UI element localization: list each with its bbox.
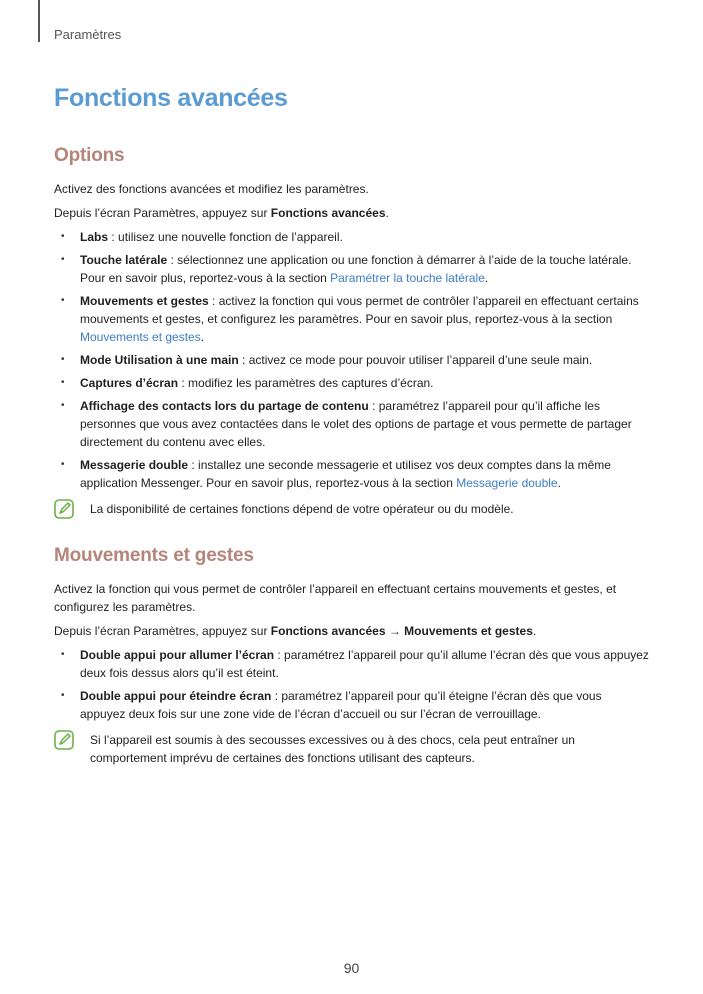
note (54, 500, 649, 518)
link-motions[interactable]: Mouvements et gestes (80, 330, 201, 344)
options-section (54, 144, 649, 518)
list-item-double-tap-on: • Double appui pour allumer l’écran : paramétrez l’appareil pour qu’il allume l’écran dès que vous appuyez deux fois dessus alors qu’il est éteint. (54, 646, 649, 682)
gestures-path: Depuis l’écran Paramètres, appuyez sur Fonctions avancées → Mouvements et gestes. (54, 624, 537, 638)
note-icon (54, 499, 74, 519)
link-dual-messenger[interactable]: Messagerie double (456, 476, 558, 490)
options-list (54, 228, 649, 492)
gestures-heading: Mouvements et gestes (54, 545, 254, 566)
list-item-double-tap-off: • Double appui pour éteindre écran : paramétrez l’appareil pour qu’il éteigne l’écran dès que vous appuyez deux fois sur une zone vide de l’écran d’accueil ou sur l’écran de verrouillage. (54, 687, 649, 723)
gestures-section (54, 544, 649, 767)
page-title: Fonctions avancées (54, 84, 288, 112)
section-header: Paramètres (54, 27, 122, 42)
gestures-list (54, 646, 649, 723)
list-item-labs: • Labs : utilisez une nouvelle fonction de l’appareil. (54, 228, 649, 246)
note-text: La disponibilité de certaines fonctions dépend de votre opérateur ou du modèle. (90, 502, 514, 516)
list-item-dual-messenger: • Messagerie double : installez une seconde messagerie et utilisez vos deux comptes dans la même application Messenger. Pour en savoir plus, reportez-vous à la section Messagerie double. (54, 456, 649, 492)
options-intro: Activez des fonctions avancées et modifiez les paramètres. (54, 182, 369, 196)
options-heading: Options (54, 145, 125, 166)
list-item-side-key: • Touche latérale : sélectionnez une application ou une fonction à démarrer à l’aide de la touche latérale. Pour en savoir plus, reportez-vous à la section Paramétrer la touche latérale. (54, 251, 649, 287)
link-side-key[interactable]: Paramétrer la touche latérale (330, 271, 485, 285)
options-path: Depuis l’écran Paramètres, appuyez sur Fonctions avancées. (54, 206, 389, 220)
list-item-screenshots: • Captures d’écran : modifiez les paramètres des captures d’écran. (54, 374, 649, 392)
list-item-motions: • Mouvements et gestes : activez la fonction qui vous permet de contrôler l’appareil en effectuant certains mouvements et gestes, et configurez les paramètres. Pour en savoir plus, reportez-vous à la section Mouvements et gestes. (54, 292, 649, 346)
page-number: 90 (343, 960, 360, 976)
note-text: Si l’appareil est soumis à des secousses excessives ou à des chocs, cela peut entraîner un comportement imprévu de certaines des fonctions utilisant des capteurs. (90, 733, 575, 765)
gestures-intro: Activez la fonction qui vous permet de contrôler l’appareil en effectuant certains mouvements et gestes, et configurez les paramètres. (54, 582, 617, 614)
list-item-share-contacts: • Affichage des contacts lors du partage de contenu : paramétrez l’appareil pour qu’il affiche les personnes que vous avez contactées dans le volet des options de partage et vous permette de partager directement du contenu avec elles. (54, 397, 649, 451)
note (54, 731, 649, 767)
main-content (54, 144, 649, 767)
section-divider (38, 0, 40, 42)
list-item-one-hand: • Mode Utilisation à une main : activez ce mode pour pouvoir utiliser l’appareil d’une seule main. (54, 351, 649, 369)
note-icon (54, 730, 74, 750)
